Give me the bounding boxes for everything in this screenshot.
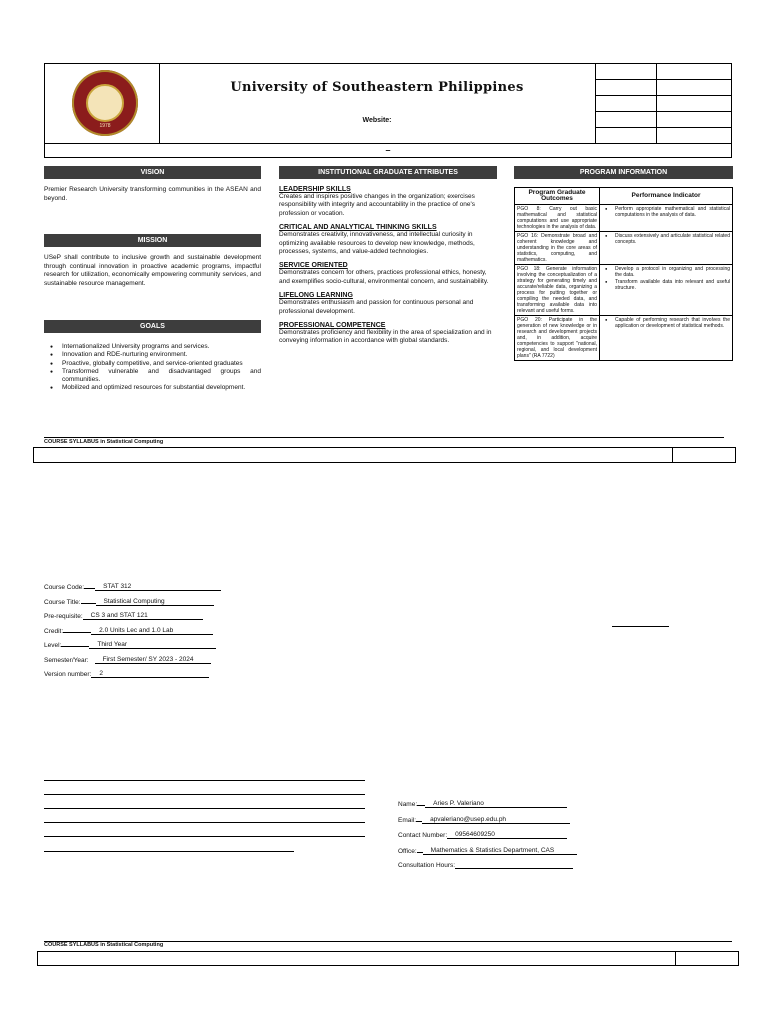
level-label: Level: [44,642,62,649]
website-label: Website: [362,117,392,124]
grid-cell [595,128,656,143]
goal-item: ● Proactive, globally competitive, and service-oriented graduates [62,360,261,368]
attributes-list [279,180,495,346]
vision-text: Premier Research University transforming communities in the ASEAN and beyond. [44,186,261,202]
goals-list [44,343,261,393]
instructor-office-value: Mathematics & Statistics Department, CAS [423,847,577,855]
footer-divider [672,448,673,462]
grid-cell [656,112,731,128]
col-indicator: Performance Indicator [600,188,733,205]
instructor-name-value: Aries P. Valeriano [425,800,567,808]
indicator-item: ● Perform appropriate mathematical and statistical computations in the analysis of data. [615,206,730,218]
attribute-heading: CRITICAL AND ANALYTICAL THINKING SKILLS [279,224,437,232]
signature-line [612,626,669,627]
semester-label: Semester/Year: [44,656,89,664]
blank-line [44,794,365,795]
attribute-heading: PROFESSIONAL COMPETENCE [279,322,386,330]
attribute-text: Demonstrates proficiency and flexibility in the area of specialization and in conveying information in accordance with global standards. [279,329,492,345]
semester-row [44,656,304,671]
consultation-value [455,868,573,869]
course-code-value: STAT 312 [95,583,221,591]
consultation-label: Consultation Hours: [398,862,456,869]
document-header [44,63,732,144]
instructor-info [398,800,598,878]
attribute-text: Demonstrates enthusiasm and passion for continuous personal and professional development. [279,299,474,315]
mission-text: USeP shall contribute to inclusive growth and sustainable development through continual innovation in proactive academic programs, impactful research for utilization, economically empowering community services, and sustainable resource management. [44,254,261,287]
prereq-label: Pre-requisite: [44,613,83,620]
outcome-cell: PGO 18: Generate information involving the conceptualization of a strategy for generating timely and accurate/reliable data, organizing a process for putting together or compiling the needed data, and transforming available data into relevant and useful forms. [515,265,600,316]
attribute-heading: SERVICE ORIENTED [279,262,348,270]
instructor-name-label: Name: [398,801,418,808]
instructor-email-row [398,816,598,832]
prereq-row [44,612,304,627]
grid-cell [595,80,656,96]
version-value: 2 [91,670,209,678]
instructor-office-label: Office: [398,847,417,855]
table-row [515,265,733,316]
indicator-cell [600,316,733,361]
indicator-item: ● Transform available data into relevant and useful structure. [615,279,730,291]
instructor-name-row [398,800,598,816]
program-title: PROGRAM INFORMATION [514,166,733,179]
credit-value: 2.0 Units Lec and 1.0 Lab [91,627,213,635]
grid-cell [656,96,731,112]
table-row [515,232,733,265]
course-title-row [44,598,304,613]
grid-cell [595,112,656,128]
blank-line [44,851,294,852]
indicator-cell [600,232,733,265]
instructor-email-label: Email: [398,816,417,824]
blank-line [44,780,365,781]
goal-item: ● Mobilized and optimized resources for substantial development. [62,384,261,392]
blank-line [44,808,365,809]
instructor-contact-label: Contact Number: [398,832,448,839]
goals-title: GOALS [44,320,261,333]
outcome-cell: PGO 8: Carry out basic mathematical and statistical computations and use appropriate technologies in the analysis of data. [515,205,600,232]
footer-rule [44,437,724,438]
outcome-cell: PGO 20: Participate in the generation of new knowledge or in research and development projects and, in addition, acquire competencies to support "national, regional, and local development plans" (RA 7722) [515,316,600,361]
grid-cell [656,80,731,96]
university-name: University of Southeastern Philippines [230,80,524,95]
level-row [44,641,304,656]
goal-item: ● Transformed vulnerable and disadvantaged groups and communities. [62,368,261,385]
grid-cell [595,64,656,80]
indicator-item: ● Capable of performing research that involves the application or development of statistical methods. [615,317,730,329]
grid-cell [656,64,731,80]
course-title-label: Course Title: [44,598,81,606]
prereq-value: CS 3 and STAT 121 [83,612,203,620]
instructor-email-value: apvaleriano@usep.edu.ph [422,816,570,824]
attributes-title: INSTITUTIONAL GRADUATE ATTRIBUTES [279,166,497,179]
attribute-text: Demonstrates creativity, innovativeness, and intellectual curiosity in optimizing available resources to develop new knowledge, methods, processes, systems, and value-added technologies. [279,231,475,256]
course-code-row [44,583,304,598]
col-outcomes: Program Graduate Outcomes [515,188,600,205]
version-label: Version number: [44,671,92,678]
blank-line [44,836,365,837]
course-code-label: Course Code: [44,584,85,591]
goal-item: ● Innovation and RDE-nurturing environment. [62,351,261,359]
course-title-value: Statistical Computing [96,598,214,606]
vision-title: VISION [44,166,261,179]
attribute-heading: LEADERSHIP SKILLS [279,186,351,193]
semester-value: First Semester/ SY 2023 - 2024 [95,656,211,664]
footer-box [33,447,736,463]
attribute-heading: LIFELONG LEARNING [279,292,353,300]
table-row [515,205,733,232]
header-dash-row: – [44,144,732,158]
credit-label: Credit: [44,627,64,635]
level-value: Third Year [89,641,216,649]
document-control-grid [595,64,731,143]
grid-cell [595,96,656,112]
indicator-cell [600,265,733,316]
version-row [44,670,304,685]
instructor-contact-value: 09564609250 [447,831,567,839]
seal-year: 1978 [99,123,111,129]
instructor-contact-row [398,831,598,847]
indicator-item: ● Develop a protocol in organizing and processing the data. [615,266,730,278]
attribute-text: Creates and inspires positive changes in the organization; exercises responsibility with integrity and accountability in the practice of one's profession or vocation. [279,193,475,217]
instructor-office-row [398,847,598,863]
attribute-text: Demonstrates concern for others, practices professional ethics, honesty, and exemplifies socio-cultural, environmental concern, and sustainability. [279,269,489,285]
goal-item: ● Internationalized University programs and services. [62,343,261,351]
program-outcomes-table [514,187,733,361]
university-seal [72,70,138,136]
consultation-row [398,862,598,878]
indicator-cell [600,205,733,232]
indicator-item: ● Discuss extensively and articulate statistical related concepts. [615,233,730,245]
outcome-cell: PGO 16: Demonstrate broad and coherent knowledge and understanding in the core areas of statistics, computing, and mathematics. [515,232,600,265]
mission-title: MISSION [44,234,261,247]
credit-row [44,627,304,642]
blank-line [44,822,365,823]
seal-emblem [86,84,124,122]
footer-box [37,951,739,966]
table-header-row [515,188,733,205]
footer-divider [675,952,676,965]
logo-cell [45,64,160,143]
footer-label: COURSE SYLLABUS in Statistical Computing [44,439,164,445]
grid-cell [656,128,731,143]
footer-label: COURSE SYLLABUS in Statistical Computing [44,942,164,948]
table-row [515,316,733,361]
course-info [44,583,304,685]
